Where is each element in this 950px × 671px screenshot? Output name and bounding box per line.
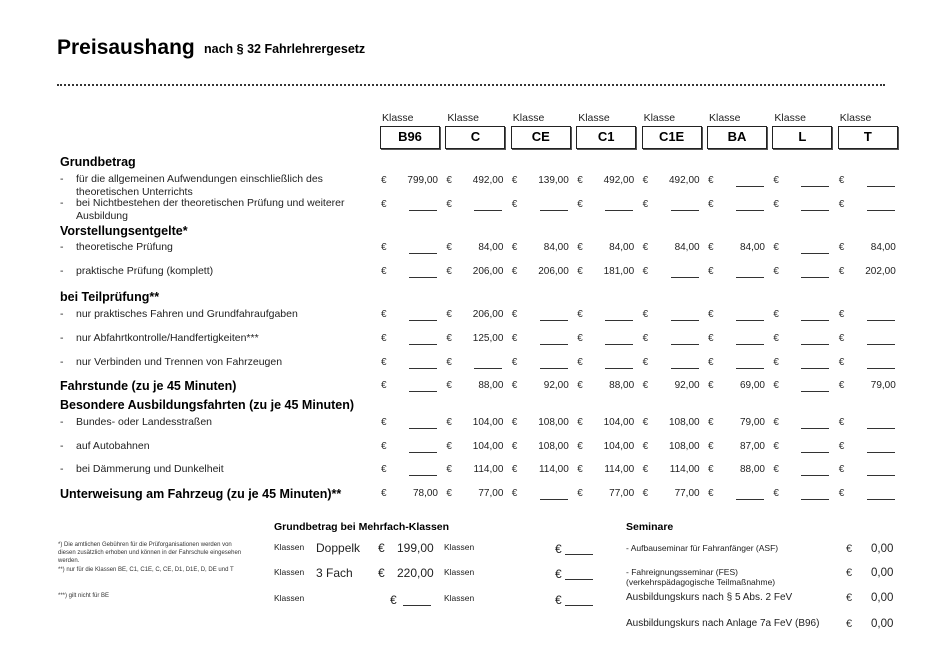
multi-class-label: Klassen bbox=[444, 542, 475, 552]
euro-sign: € bbox=[446, 175, 452, 186]
row-label bbox=[60, 265, 376, 278]
price-value: 84,00 bbox=[609, 242, 635, 253]
euro-sign: € bbox=[708, 464, 714, 475]
class-box-t: T bbox=[838, 126, 898, 149]
footnote: *) Die amtlichen Gebühren für die Prüforganisationen werden von diesen zusätzlich erhoben und können in der Fahrschule eingesehen werden. bbox=[58, 542, 242, 564]
price-value: 84,00 bbox=[870, 242, 896, 253]
euro-sign: € bbox=[838, 464, 845, 475]
euro-sign: € bbox=[773, 175, 779, 186]
price-blank[interactable] bbox=[801, 452, 829, 453]
footnote: ***) gilt nicht für BE bbox=[58, 593, 110, 599]
euro-sign: € bbox=[381, 242, 387, 253]
price-blank[interactable] bbox=[801, 186, 829, 187]
bullet-dash: - bbox=[60, 241, 64, 253]
class-box-c1: C1 bbox=[576, 126, 636, 149]
price-value: 77,00 bbox=[478, 488, 504, 499]
euro-sign: € bbox=[708, 417, 714, 428]
row-label-text: bei Dämmerung und Dunkelheit bbox=[76, 463, 224, 475]
bullet-dash: - bbox=[60, 416, 64, 428]
euro-sign: € bbox=[642, 357, 649, 368]
class-label: Klasse bbox=[512, 112, 545, 124]
price-value: 77,00 bbox=[609, 488, 635, 499]
price-blank[interactable] bbox=[605, 320, 633, 321]
euro-sign: € bbox=[642, 333, 649, 344]
seminar-label: Ausbildungskurs nach Anlage 7a FeV (B96) bbox=[626, 618, 820, 629]
price-blank[interactable] bbox=[671, 210, 699, 211]
price-blank[interactable] bbox=[605, 368, 633, 369]
euro-sign: € bbox=[773, 488, 779, 499]
row-label bbox=[60, 241, 376, 254]
row-label-text: praktische Prüfung (komplett) bbox=[76, 265, 214, 277]
euro-sign: € bbox=[511, 441, 518, 452]
section-heading: Grundbetrag bbox=[60, 155, 136, 169]
euro-sign: € bbox=[577, 441, 583, 452]
seminar-value: 0,00 bbox=[871, 567, 894, 579]
price-value: 492,00 bbox=[472, 175, 504, 186]
euro-sign: € bbox=[642, 175, 649, 186]
class-label: Klasse bbox=[643, 112, 676, 124]
euro-sign: € bbox=[381, 333, 387, 344]
price-blank[interactable] bbox=[736, 186, 764, 187]
euro-sign: € bbox=[708, 357, 714, 368]
price-value: 108,00 bbox=[669, 417, 700, 428]
price-blank[interactable] bbox=[867, 452, 895, 453]
seminar-value: 0,00 bbox=[871, 592, 894, 604]
row-label-text: theoretische Prüfung bbox=[76, 241, 173, 253]
euro-sign: € bbox=[577, 175, 583, 186]
euro-sign: € bbox=[577, 380, 583, 391]
price-blank[interactable] bbox=[801, 368, 829, 369]
price-value: 492,00 bbox=[603, 175, 635, 186]
euro-sign: € bbox=[642, 488, 649, 499]
price-value: 92,00 bbox=[674, 380, 700, 391]
euro-sign: € bbox=[708, 266, 714, 277]
euro-sign: € bbox=[838, 175, 845, 186]
section-heading: Fahrstunde (zu je 45 Minuten) bbox=[60, 379, 237, 393]
euro-sign: € bbox=[577, 309, 583, 320]
bullet-dash: - bbox=[60, 440, 64, 452]
euro-sign: € bbox=[511, 488, 518, 499]
class-label: Klasse bbox=[382, 112, 414, 124]
euro-sign: € bbox=[446, 417, 452, 428]
price-blank[interactable] bbox=[867, 499, 895, 500]
price-blank[interactable] bbox=[671, 277, 699, 278]
euro-sign: € bbox=[642, 309, 649, 320]
class-label: Klasse bbox=[578, 112, 610, 124]
euro-sign: € bbox=[381, 464, 387, 475]
multi-class-blank[interactable] bbox=[565, 605, 593, 606]
euro-sign: € bbox=[381, 309, 387, 320]
price-value: 77,00 bbox=[674, 488, 700, 499]
euro-sign: € bbox=[708, 199, 714, 210]
price-blank[interactable] bbox=[605, 344, 633, 345]
class-box-ce: CE bbox=[511, 126, 571, 149]
euro-sign: € bbox=[378, 566, 385, 580]
euro-sign: € bbox=[446, 266, 452, 277]
bullet-dash: - bbox=[60, 265, 64, 277]
price-blank[interactable] bbox=[409, 368, 437, 369]
euro-sign: € bbox=[838, 417, 845, 428]
euro-sign: € bbox=[446, 441, 452, 452]
seminar-value: 0,00 bbox=[871, 543, 894, 555]
euro-sign: € bbox=[838, 199, 845, 210]
row-label-text: nur Verbinden und Trennen von Fahrzeugen bbox=[76, 356, 283, 368]
euro-sign: € bbox=[381, 266, 387, 277]
euro-sign: € bbox=[511, 242, 518, 253]
euro-sign: € bbox=[708, 175, 714, 186]
euro-sign: € bbox=[381, 199, 387, 210]
euro-sign: € bbox=[708, 488, 714, 499]
euro-sign: € bbox=[446, 199, 452, 210]
price-blank[interactable] bbox=[867, 428, 895, 429]
multi-class-blank[interactable] bbox=[565, 554, 593, 555]
price-value: 108,00 bbox=[538, 441, 569, 452]
euro-sign: € bbox=[381, 417, 387, 428]
euro-sign: € bbox=[446, 380, 452, 391]
footnote: **) nur für die Klassen BE, C1, C1E, C, CE, D1, D1E, D, DE und T bbox=[58, 567, 234, 573]
price-blank[interactable] bbox=[736, 320, 764, 321]
euro-sign: € bbox=[381, 175, 387, 186]
euro-sign: € bbox=[708, 309, 714, 320]
price-blank[interactable] bbox=[671, 344, 699, 345]
euro-sign: € bbox=[390, 593, 397, 607]
multi-class-blank[interactable] bbox=[403, 605, 431, 606]
price-value: 181,00 bbox=[603, 266, 635, 277]
price-blank[interactable] bbox=[736, 277, 764, 278]
price-value: 492,00 bbox=[669, 175, 700, 186]
euro-sign: € bbox=[381, 357, 387, 368]
class-label: Klasse bbox=[709, 112, 741, 124]
euro-sign: € bbox=[773, 333, 779, 344]
euro-sign: € bbox=[773, 309, 779, 320]
euro-sign: € bbox=[378, 541, 385, 555]
euro-sign: € bbox=[577, 357, 583, 368]
seminar-value: 0,00 bbox=[871, 618, 894, 630]
price-blank[interactable] bbox=[540, 344, 568, 345]
price-blank[interactable] bbox=[474, 368, 502, 369]
seminar-label: Ausbildungskurs nach § 5 Abs. 2 FeV bbox=[626, 592, 793, 603]
euro-sign: € bbox=[642, 417, 649, 428]
bullet-dash: - bbox=[60, 332, 64, 344]
row-label bbox=[60, 197, 376, 222]
euro-sign: € bbox=[381, 380, 387, 391]
price-value: 104,00 bbox=[472, 417, 504, 428]
euro-sign: € bbox=[577, 464, 583, 475]
price-blank[interactable] bbox=[736, 344, 764, 345]
euro-sign: € bbox=[773, 266, 779, 277]
price-blank[interactable] bbox=[409, 391, 437, 392]
price-value: 88,00 bbox=[609, 380, 635, 391]
section-heading: bei Teilprüfung** bbox=[60, 290, 160, 304]
euro-sign: € bbox=[838, 380, 845, 391]
row-label bbox=[60, 416, 376, 429]
bullet-dash: - bbox=[60, 356, 64, 368]
euro-sign: € bbox=[555, 542, 562, 556]
price-value: 84,00 bbox=[543, 242, 569, 253]
price-blank[interactable] bbox=[409, 428, 437, 429]
euro-sign: € bbox=[838, 357, 845, 368]
price-blank[interactable] bbox=[409, 277, 437, 278]
price-blank[interactable] bbox=[540, 499, 568, 500]
price-blank[interactable] bbox=[801, 320, 829, 321]
euro-sign: € bbox=[511, 309, 518, 320]
section-heading: Vorstellungsentgelte* bbox=[60, 224, 188, 238]
euro-sign: € bbox=[577, 417, 583, 428]
price-value: 79,00 bbox=[739, 417, 765, 428]
price-value: 84,00 bbox=[674, 242, 700, 253]
price-value: 78,00 bbox=[412, 488, 438, 499]
multi-class-value: 199,00 bbox=[397, 541, 434, 555]
price-value: 114,00 bbox=[669, 464, 700, 475]
bullet-dash: - bbox=[60, 197, 64, 209]
price-value: 104,00 bbox=[603, 441, 635, 452]
euro-sign: € bbox=[838, 266, 845, 277]
euro-sign: € bbox=[838, 333, 845, 344]
euro-sign: € bbox=[838, 309, 845, 320]
price-blank[interactable] bbox=[867, 186, 895, 187]
euro-sign: € bbox=[511, 333, 518, 344]
price-blank[interactable] bbox=[867, 210, 895, 211]
row-label bbox=[60, 332, 376, 345]
price-value: 88,00 bbox=[739, 464, 765, 475]
multi-class-label: Klassen bbox=[274, 593, 305, 603]
euro-sign: € bbox=[708, 333, 714, 344]
price-value: 104,00 bbox=[472, 441, 504, 452]
row-label-text: für die allgemeinen Aufwendungen einschließlich des theoretischen Unterrichts bbox=[76, 173, 323, 198]
row-label bbox=[60, 440, 376, 453]
class-box-c: C bbox=[445, 126, 505, 149]
euro-sign: € bbox=[773, 357, 779, 368]
class-label: Klasse bbox=[839, 112, 872, 124]
class-label: Klasse bbox=[447, 112, 479, 124]
multi-class-value: 220,00 bbox=[397, 566, 434, 580]
price-blank[interactable] bbox=[867, 475, 895, 476]
class-box-l: L bbox=[772, 126, 832, 149]
bullet-dash: - bbox=[60, 463, 64, 475]
price-value: 87,00 bbox=[739, 441, 765, 452]
euro-sign: € bbox=[642, 266, 649, 277]
euro-sign: € bbox=[846, 543, 853, 555]
price-value: 69,00 bbox=[739, 380, 765, 391]
euro-sign: € bbox=[511, 464, 518, 475]
price-value: 84,00 bbox=[478, 242, 504, 253]
dotted-divider bbox=[57, 84, 885, 86]
euro-sign: € bbox=[773, 199, 779, 210]
row-label bbox=[60, 463, 376, 476]
price-blank[interactable] bbox=[474, 210, 502, 211]
price-blank[interactable] bbox=[801, 253, 829, 254]
euro-sign: € bbox=[642, 464, 649, 475]
price-blank[interactable] bbox=[867, 344, 895, 345]
seminars-title: Seminare bbox=[626, 521, 674, 533]
price-blank[interactable] bbox=[409, 452, 437, 453]
euro-sign: € bbox=[773, 242, 779, 253]
page-title: Preisaushang bbox=[57, 36, 195, 59]
euro-sign: € bbox=[708, 441, 714, 452]
euro-sign: € bbox=[773, 417, 779, 428]
euro-sign: € bbox=[708, 380, 714, 391]
euro-sign: € bbox=[446, 242, 452, 253]
price-value: 139,00 bbox=[538, 175, 569, 186]
euro-sign: € bbox=[555, 593, 562, 607]
euro-sign: € bbox=[642, 441, 649, 452]
row-label-text: nur praktisches Fahren und Grundfahraufgaben bbox=[76, 308, 298, 320]
euro-sign: € bbox=[838, 488, 845, 499]
price-value: 206,00 bbox=[472, 266, 504, 277]
euro-sign: € bbox=[773, 441, 779, 452]
euro-sign: € bbox=[642, 242, 649, 253]
euro-sign: € bbox=[555, 567, 562, 581]
price-value: 88,00 bbox=[478, 380, 504, 391]
price-blank[interactable] bbox=[409, 475, 437, 476]
euro-sign: € bbox=[511, 380, 518, 391]
row-label-text: bei Nichtbestehen der theoretischen Prüfung und weiterer Ausbildung bbox=[76, 197, 345, 222]
euro-sign: € bbox=[511, 417, 518, 428]
euro-sign: € bbox=[511, 357, 518, 368]
class-label: Klasse bbox=[774, 112, 806, 124]
price-blank[interactable] bbox=[540, 320, 568, 321]
price-blank[interactable] bbox=[801, 344, 829, 345]
seminar-label: - Aufbauseminar für Fahranfänger (ASF) bbox=[626, 543, 779, 553]
euro-sign: € bbox=[381, 441, 387, 452]
price-blank[interactable] bbox=[801, 475, 829, 476]
row-label-text: Bundes- oder Landesstraßen bbox=[76, 416, 213, 428]
row-label bbox=[60, 356, 376, 369]
price-value: 206,00 bbox=[538, 266, 569, 277]
euro-sign: € bbox=[446, 357, 452, 368]
multi-class-blank[interactable] bbox=[565, 579, 593, 580]
price-blank[interactable] bbox=[736, 210, 764, 211]
euro-sign: € bbox=[446, 309, 452, 320]
price-blank[interactable] bbox=[801, 499, 829, 500]
class-box-b96: B96 bbox=[380, 126, 440, 149]
euro-sign: € bbox=[577, 242, 583, 253]
euro-sign: € bbox=[577, 266, 583, 277]
row-label-text: nur Abfahrtkontrolle/Handfertigkeiten*** bbox=[76, 332, 259, 344]
price-blank[interactable] bbox=[409, 210, 437, 211]
bullet-dash: - bbox=[60, 173, 64, 185]
euro-sign: € bbox=[577, 333, 583, 344]
seminar-label: - Fahreignungsseminar (FES) (verkehrspädagogische Teilmaßnahme) bbox=[626, 567, 776, 587]
price-blank[interactable] bbox=[540, 368, 568, 369]
price-blank[interactable] bbox=[671, 320, 699, 321]
euro-sign: € bbox=[773, 380, 779, 391]
price-value: 114,00 bbox=[538, 464, 569, 475]
row-label bbox=[60, 308, 376, 321]
euro-sign: € bbox=[446, 488, 452, 499]
multi-class-label: Klassen bbox=[274, 567, 305, 577]
euro-sign: € bbox=[511, 175, 518, 186]
price-blank[interactable] bbox=[736, 368, 764, 369]
euro-sign: € bbox=[642, 199, 649, 210]
euro-sign: € bbox=[446, 333, 452, 344]
price-blank[interactable] bbox=[409, 320, 437, 321]
euro-sign: € bbox=[446, 464, 452, 475]
bullet-dash: - bbox=[60, 308, 64, 320]
price-blank[interactable] bbox=[736, 499, 764, 500]
euro-sign: € bbox=[838, 242, 845, 253]
price-blank[interactable] bbox=[801, 210, 829, 211]
price-value: 799,00 bbox=[407, 175, 438, 186]
price-value: 114,00 bbox=[473, 464, 504, 475]
price-blank[interactable] bbox=[867, 368, 895, 369]
euro-sign: € bbox=[511, 199, 518, 210]
euro-sign: € bbox=[577, 488, 583, 499]
price-value: 206,00 bbox=[472, 309, 504, 320]
price-blank[interactable] bbox=[540, 210, 568, 211]
row-label-text: auf Autobahnen bbox=[76, 440, 150, 452]
price-blank[interactable] bbox=[409, 253, 437, 254]
euro-sign: € bbox=[381, 488, 387, 499]
multi-class-label: Klassen bbox=[274, 542, 305, 552]
euro-sign: € bbox=[838, 441, 845, 452]
price-blank[interactable] bbox=[605, 210, 633, 211]
price-value: 108,00 bbox=[669, 441, 700, 452]
section-heading: Besondere Ausbildungsfahrten (zu je 45 Minuten) bbox=[60, 398, 355, 412]
price-value: 92,00 bbox=[543, 380, 569, 391]
multi-class-title: Grundbetrag bei Mehrfach-Klassen bbox=[274, 521, 450, 533]
euro-sign: € bbox=[511, 266, 518, 277]
euro-sign: € bbox=[773, 464, 779, 475]
euro-sign: € bbox=[846, 592, 853, 604]
price-blank[interactable] bbox=[801, 428, 829, 429]
euro-sign: € bbox=[642, 380, 649, 391]
class-box-ba: BA bbox=[707, 126, 767, 149]
multi-class-name: Doppelk bbox=[316, 541, 361, 555]
price-value: 202,00 bbox=[865, 266, 896, 277]
page-subtitle: nach § 32 Fahrlehrergesetz bbox=[204, 42, 366, 56]
multi-class-name: 3 Fach bbox=[316, 566, 353, 580]
price-blank[interactable] bbox=[801, 277, 829, 278]
euro-sign: € bbox=[846, 567, 853, 579]
price-blank[interactable] bbox=[409, 344, 437, 345]
price-value: 125,00 bbox=[472, 333, 504, 344]
euro-sign: € bbox=[846, 618, 853, 630]
row-label bbox=[60, 173, 376, 198]
section-heading: Unterweisung am Fahrzeug (zu je 45 Minuten)** bbox=[60, 487, 342, 501]
multi-class-label: Klassen bbox=[444, 567, 475, 577]
price-blank[interactable] bbox=[801, 391, 829, 392]
price-blank[interactable] bbox=[671, 368, 699, 369]
multi-class-label: Klassen bbox=[444, 593, 475, 603]
price-value: 108,00 bbox=[538, 417, 569, 428]
price-blank[interactable] bbox=[867, 320, 895, 321]
price-value: 104,00 bbox=[603, 417, 635, 428]
euro-sign: € bbox=[577, 199, 583, 210]
euro-sign: € bbox=[708, 242, 714, 253]
price-value: 79,00 bbox=[870, 380, 896, 391]
price-value: 114,00 bbox=[604, 464, 635, 475]
class-box-c1e: C1E bbox=[642, 126, 702, 149]
price-value: 84,00 bbox=[739, 242, 765, 253]
